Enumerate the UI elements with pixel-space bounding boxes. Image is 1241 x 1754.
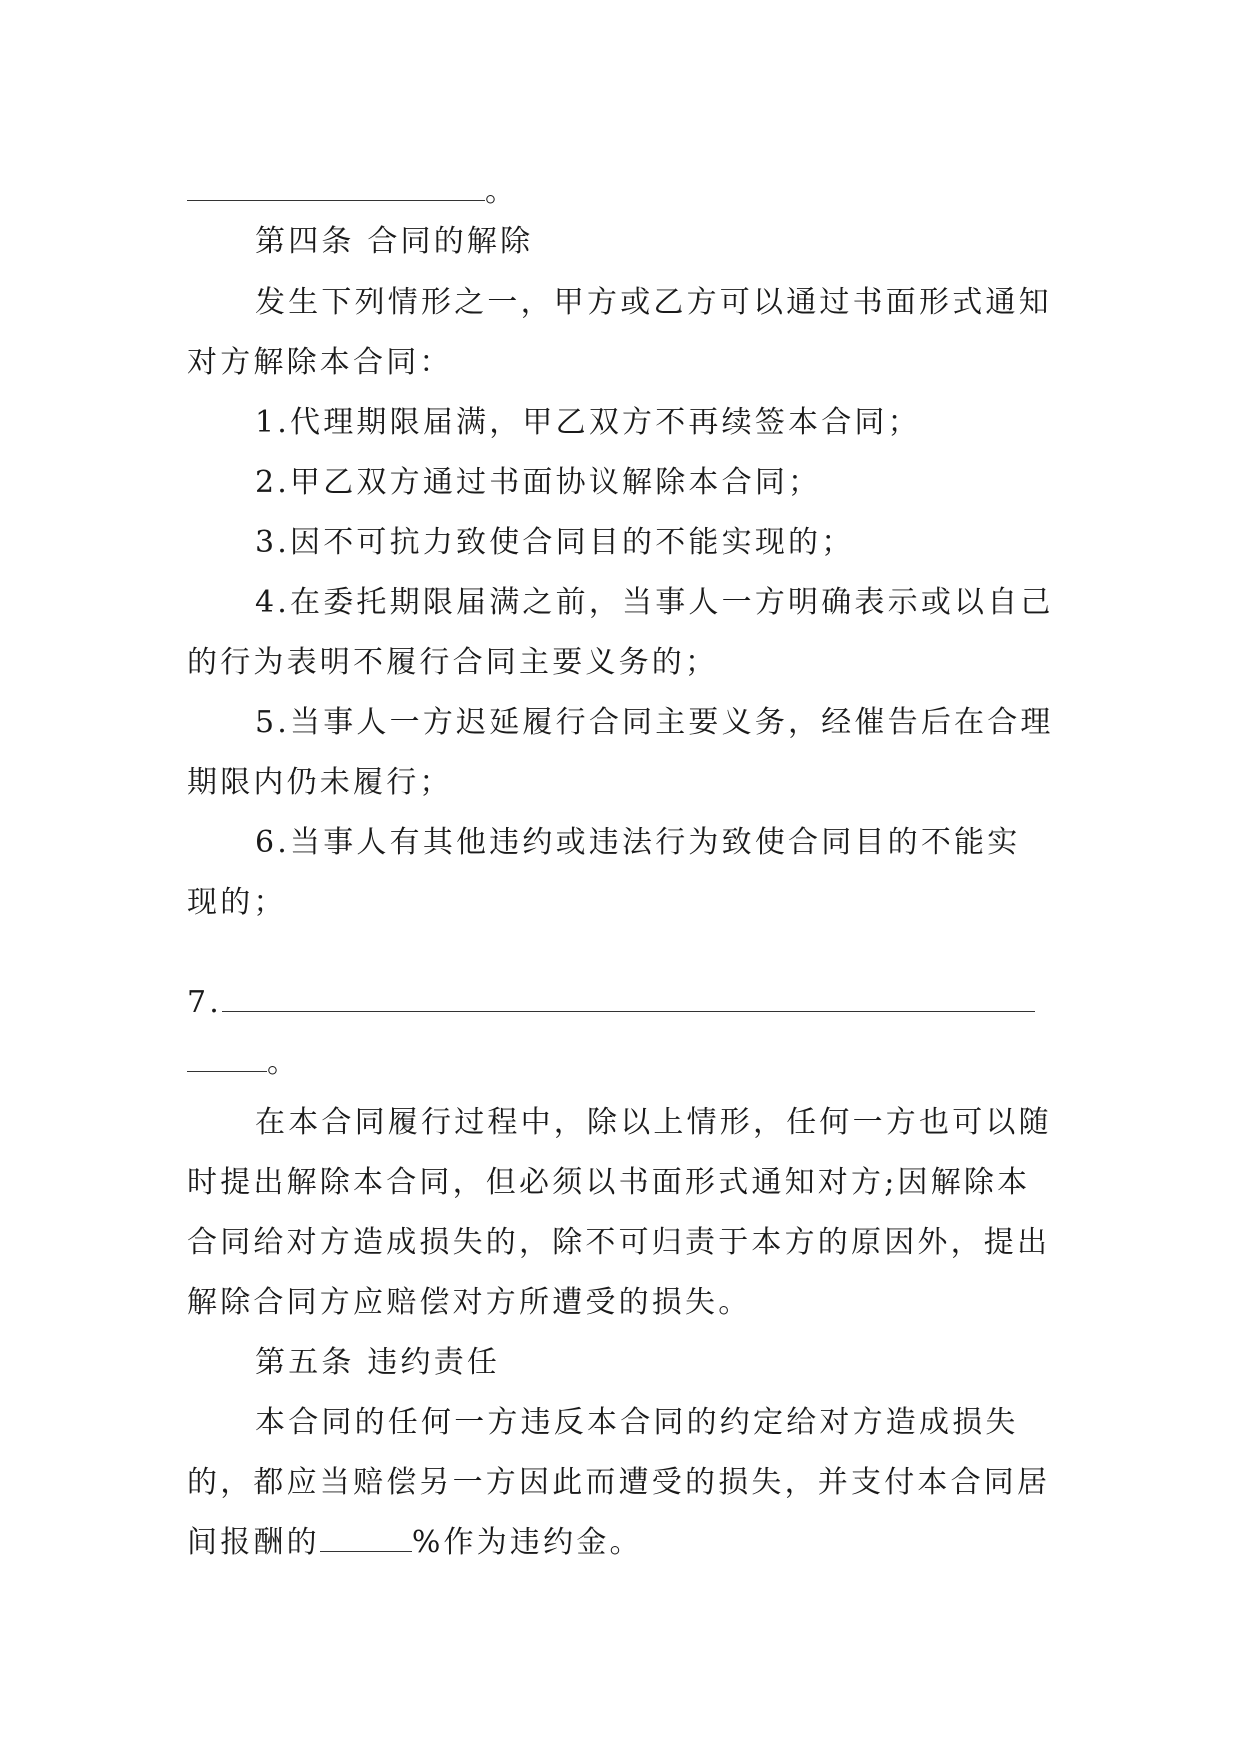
item-7-suffix: 。 — [267, 1045, 301, 1080]
fill-in-blank — [187, 1045, 267, 1072]
list-item-5-line-2: 期限内仍未履行； — [187, 765, 453, 800]
list-item-4-line-2: 的行为表明不履行合同主要义务的； — [187, 645, 719, 680]
paragraph-2-line-1: 在本合同履行过程中，除以上情形，任何一方也可以随 — [255, 1105, 1052, 1140]
list-item-6-line-1: 6.当事人有其他违约或违法行为致使合同目的不能实 — [255, 825, 1021, 860]
list-item-2: 2.甲乙双方通过书面协议解除本合同； — [255, 465, 822, 500]
article-4-heading: 第四条 合同的解除 — [255, 224, 534, 259]
paragraph-2-line-2: 时提出解除本合同，但必须以书面形式通知对方;因解除本 — [187, 1165, 1031, 1200]
paragraph-3-line-2: 的，都应当赔偿另一方因此而遭受的损失，并支付本合同居 — [187, 1465, 1051, 1500]
fill-in-blank — [320, 1525, 412, 1552]
list-item-7-line-2 — [187, 1045, 300, 1081]
fill-in-blank — [222, 985, 1035, 1012]
list-item-5-line-1: 5.当事人一方迟延履行合同主要义务，经催告后在合理 — [255, 705, 1054, 740]
paragraph-1-line-1: 发生下列情形之一，甲方或乙方可以通过书面形式通知 — [255, 285, 1052, 320]
paragraph-1-line-2: 对方解除本合同： — [187, 345, 453, 380]
list-item-1: 1.代理期限届满，甲乙双方不再续签本合同； — [255, 405, 921, 440]
list-item-3: 3.因不可抗力致使合同目的不能实现的； — [255, 525, 855, 560]
paragraph-2-line-4: 解除合同方应赔偿对方所遭受的损失。 — [187, 1285, 752, 1320]
top-blank-line — [187, 174, 518, 210]
item-7-prefix: 7. — [187, 985, 223, 1020]
top-suffix: 。 — [485, 174, 519, 209]
paragraph-2-line-3: 合同给对方造成损失的，除不可归责于本方的原因外，提出 — [187, 1225, 1051, 1260]
p3-line-3-start: 间报酬的 — [187, 1525, 320, 1560]
list-item-4-line-1: 4.在委托期限届满之前，当事人一方明确表示或以自己 — [255, 585, 1054, 620]
list-item-6-line-2: 现的； — [187, 885, 287, 920]
p3-line-3-end: %作为违约金。 — [411, 1525, 643, 1560]
paragraph-3-line-3 — [187, 1525, 643, 1561]
list-item-7-line-1 — [187, 985, 1035, 1021]
paragraph-3-line-1: 本合同的任何一方违反本合同的约定给对方造成损失 — [255, 1405, 1019, 1440]
article-5-heading: 第五条 违约责任 — [255, 1345, 501, 1380]
fill-in-blank — [187, 174, 485, 201]
